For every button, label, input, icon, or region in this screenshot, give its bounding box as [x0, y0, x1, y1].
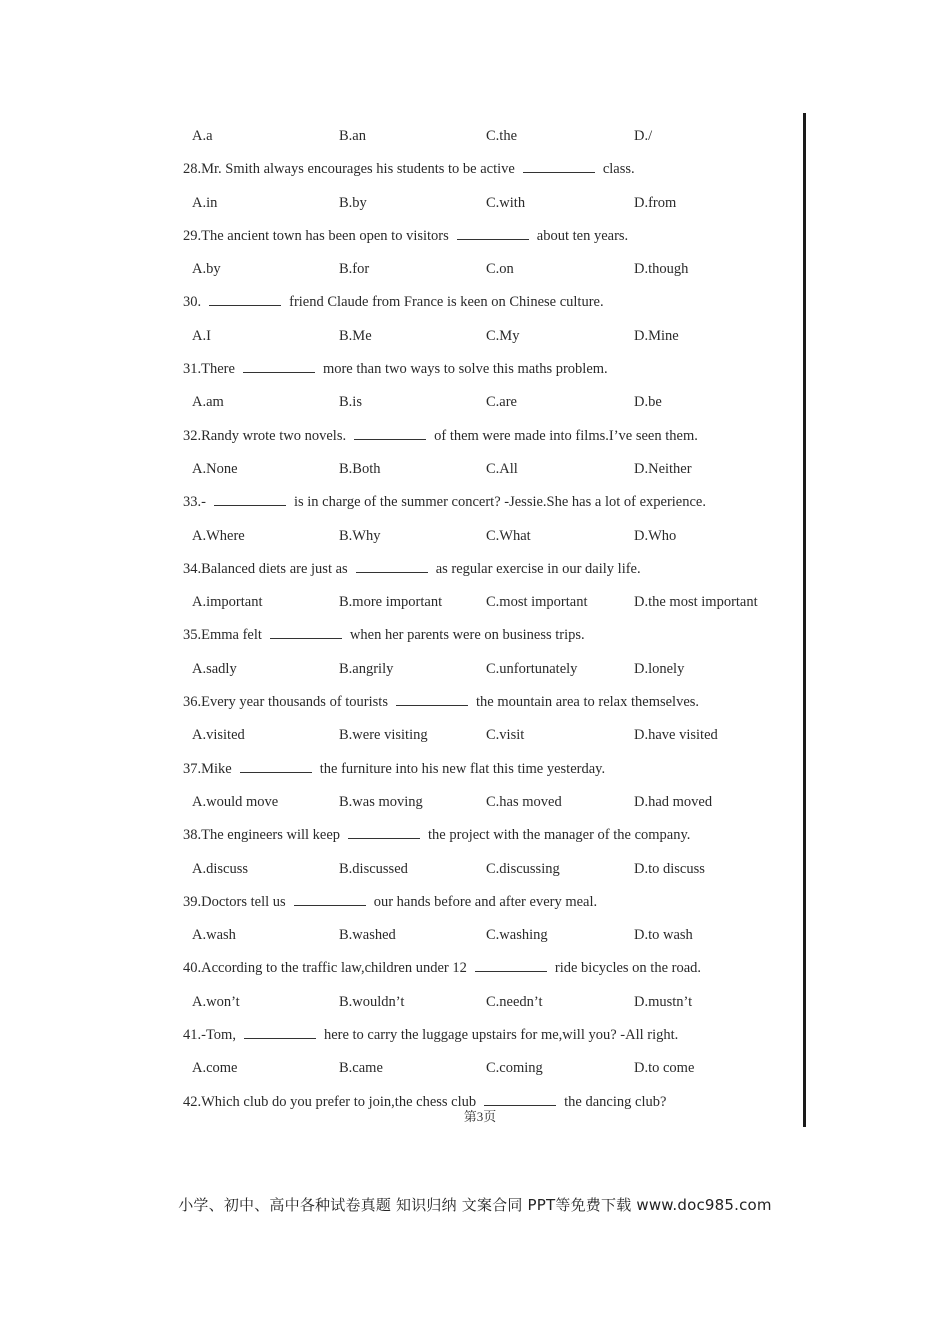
option-a: A.visited — [192, 727, 245, 744]
question-text-post: class. — [602, 161, 635, 178]
question-31 — [183, 355, 793, 388]
question-text-post: the furniture into his new flat this time yesterday. — [319, 760, 606, 777]
option-row-40 — [183, 988, 793, 1021]
question-30 — [183, 288, 793, 321]
question-text-pre: 38.The engineers will keep — [183, 827, 341, 844]
question-text-pre: 42.Which club do you prefer to join,the chess club — [183, 1093, 477, 1110]
option-c: C.What — [486, 527, 531, 544]
question-list — [183, 122, 793, 1121]
answer-blank — [240, 758, 312, 773]
option-d: D.mustn’t — [634, 993, 693, 1010]
option-b: B.by — [339, 194, 367, 211]
answer-blank — [244, 1024, 316, 1039]
question-37 — [183, 755, 793, 788]
option-row-32 — [183, 455, 793, 488]
answer-blank — [294, 891, 366, 906]
option-row-37 — [183, 788, 793, 821]
question-39 — [183, 888, 793, 921]
question-text-post: the project with the manager of the company. — [428, 827, 691, 844]
question-text-post: as regular exercise in our daily life. — [435, 560, 641, 577]
option-b: B.Why — [339, 527, 381, 544]
question-text-post: the dancing club? — [564, 1093, 667, 1110]
option-d: D./ — [634, 128, 653, 144]
option-b: B.discussed — [339, 860, 408, 877]
option-a: A.in — [192, 194, 218, 211]
option-b: B.wouldn’t — [339, 993, 405, 1010]
option-a: A.won’t — [192, 993, 240, 1010]
option-row-36 — [183, 721, 793, 754]
question-38 — [183, 821, 793, 854]
option-a: A.would move — [192, 793, 279, 810]
option-d: D.lonely — [634, 660, 685, 677]
question-32 — [183, 422, 793, 455]
option-b: B.washed — [339, 927, 396, 944]
footer-banner: 小学、初中、高中各种试卷真题 知识归纳 文案合同 PPT等免费下载 www.doc985.com — [178, 1196, 772, 1214]
option-b: B.more important — [339, 594, 443, 611]
option-d: D.had moved — [634, 793, 713, 810]
option-d: D.to wash — [634, 927, 693, 944]
option-row-27 — [183, 122, 793, 155]
question-text-post: here to carry the luggage upstairs for me,will you? -All right. — [323, 1027, 679, 1044]
question-text-pre: 35.Emma felt — [183, 627, 262, 644]
option-d: D.be — [634, 394, 662, 411]
option-c: C.most important — [486, 594, 588, 611]
option-row-29 — [183, 255, 793, 288]
question-text-post: when her parents were on business trips. — [349, 627, 585, 644]
option-row-34 — [183, 588, 793, 621]
answer-blank — [523, 158, 595, 173]
option-b: B.were visiting — [339, 727, 428, 744]
answer-blank — [209, 291, 281, 306]
answer-blank — [484, 1091, 556, 1106]
question-text-pre: 28.Mr. Smith always encourages his students to be active — [183, 161, 515, 178]
question-text-post: more than two ways to solve this maths problem. — [322, 361, 608, 378]
option-c: C.My — [486, 327, 520, 344]
option-row-35 — [183, 655, 793, 688]
question-40 — [183, 954, 793, 987]
question-text-pre: 32.Randy wrote two novels. — [183, 427, 347, 444]
option-c: C.washing — [486, 927, 548, 944]
option-d: D.the most important — [634, 594, 758, 611]
option-c: C.needn’t — [486, 993, 543, 1010]
option-a: A.important — [192, 594, 263, 611]
question-text-pre: 33.- — [183, 494, 206, 511]
question-text-post: about ten years. — [536, 227, 629, 244]
option-d: D.Mine — [634, 327, 679, 344]
question-34 — [183, 555, 793, 588]
option-b: B.Both — [339, 460, 381, 477]
option-b: B.for — [339, 261, 370, 278]
question-text-pre: 37.Mike — [183, 760, 232, 777]
option-a: A.None — [192, 460, 238, 477]
question-text-pre: 29.The ancient town has been open to visitors — [183, 227, 449, 244]
question-text-pre: 31.There — [183, 361, 235, 378]
option-a: A.a — [192, 128, 213, 144]
option-d: D.Who — [634, 527, 677, 544]
option-d: D.Neither — [634, 460, 692, 477]
question-text-post: ride bicycles on the road. — [554, 960, 702, 977]
question-41 — [183, 1021, 793, 1054]
option-row-31 — [183, 388, 793, 421]
answer-blank — [270, 624, 342, 639]
option-a: A.wash — [192, 927, 236, 944]
answer-blank — [396, 691, 468, 706]
option-c: C.All — [486, 460, 518, 477]
option-row-38 — [183, 855, 793, 888]
option-b: B.Me — [339, 327, 372, 344]
question-33 — [183, 488, 793, 521]
option-c: C.has moved — [486, 793, 562, 810]
option-row-41 — [183, 1054, 793, 1087]
option-d: D.to come — [634, 1060, 695, 1077]
answer-blank — [243, 358, 315, 373]
question-text-pre: 41.-Tom, — [183, 1027, 236, 1044]
option-d: D.from — [634, 194, 677, 211]
option-a: A.come — [192, 1060, 238, 1077]
answer-blank — [356, 558, 428, 573]
question-text-pre: 39.Doctors tell us — [183, 893, 286, 910]
option-row-39 — [183, 921, 793, 954]
page-number: 第3页 — [463, 1109, 497, 1124]
option-row-28 — [183, 189, 793, 222]
option-row-33 — [183, 522, 793, 555]
option-c: C.coming — [486, 1060, 543, 1077]
option-c: C.are — [486, 394, 517, 411]
option-b: B.is — [339, 394, 362, 411]
question-text-pre: 40.According to the traffic law,children under 12 — [183, 960, 467, 977]
option-c: C.with — [486, 194, 526, 211]
question-text-pre: 34.Balanced diets are just as — [183, 560, 348, 577]
question-text-post: is in charge of the summer concert? -Jessie.She has a lot of experience. — [293, 494, 706, 511]
question-text-post: the mountain area to relax themselves. — [475, 694, 700, 711]
answer-blank — [457, 225, 529, 240]
option-b: B.came — [339, 1060, 383, 1077]
question-35 — [183, 621, 793, 654]
answer-blank — [354, 425, 426, 440]
answer-blank — [475, 957, 547, 972]
answer-blank — [214, 491, 286, 506]
questions-container — [183, 155, 793, 1087]
option-a: A.sadly — [192, 660, 237, 677]
option-b: B.angrily — [339, 660, 394, 677]
right-border-line — [803, 113, 806, 1127]
option-d: D.though — [634, 261, 689, 278]
option-row-30 — [183, 322, 793, 355]
question-text-pre: 30. — [183, 294, 202, 311]
question-29 — [183, 222, 793, 255]
question-28 — [183, 155, 793, 188]
option-a: A.Where — [192, 527, 245, 544]
answer-blank — [348, 824, 420, 839]
question-text-post: friend Claude from France is keen on Chinese culture. — [289, 294, 604, 311]
option-c: C.on — [486, 261, 514, 278]
option-a: A.I — [192, 327, 211, 344]
option-d: D.to discuss — [634, 860, 705, 877]
option-d: D.have visited — [634, 727, 718, 744]
option-c: C.the — [486, 128, 518, 144]
option-a: A.by — [192, 261, 221, 278]
option-b: B.an — [339, 128, 366, 144]
option-c: C.discussing — [486, 860, 560, 877]
question-text-post: of them were made into films.I’ve seen them. — [434, 427, 698, 444]
option-a: A.discuss — [192, 860, 248, 877]
question-36 — [183, 688, 793, 721]
option-c: C.unfortunately — [486, 660, 578, 677]
option-b: B.was moving — [339, 793, 423, 810]
option-a: A.am — [192, 394, 224, 411]
question-text-post: our hands before and after every meal. — [373, 893, 598, 910]
option-c: C.visit — [486, 727, 525, 744]
question-text-pre: 36.Every year thousands of tourists — [183, 694, 388, 711]
